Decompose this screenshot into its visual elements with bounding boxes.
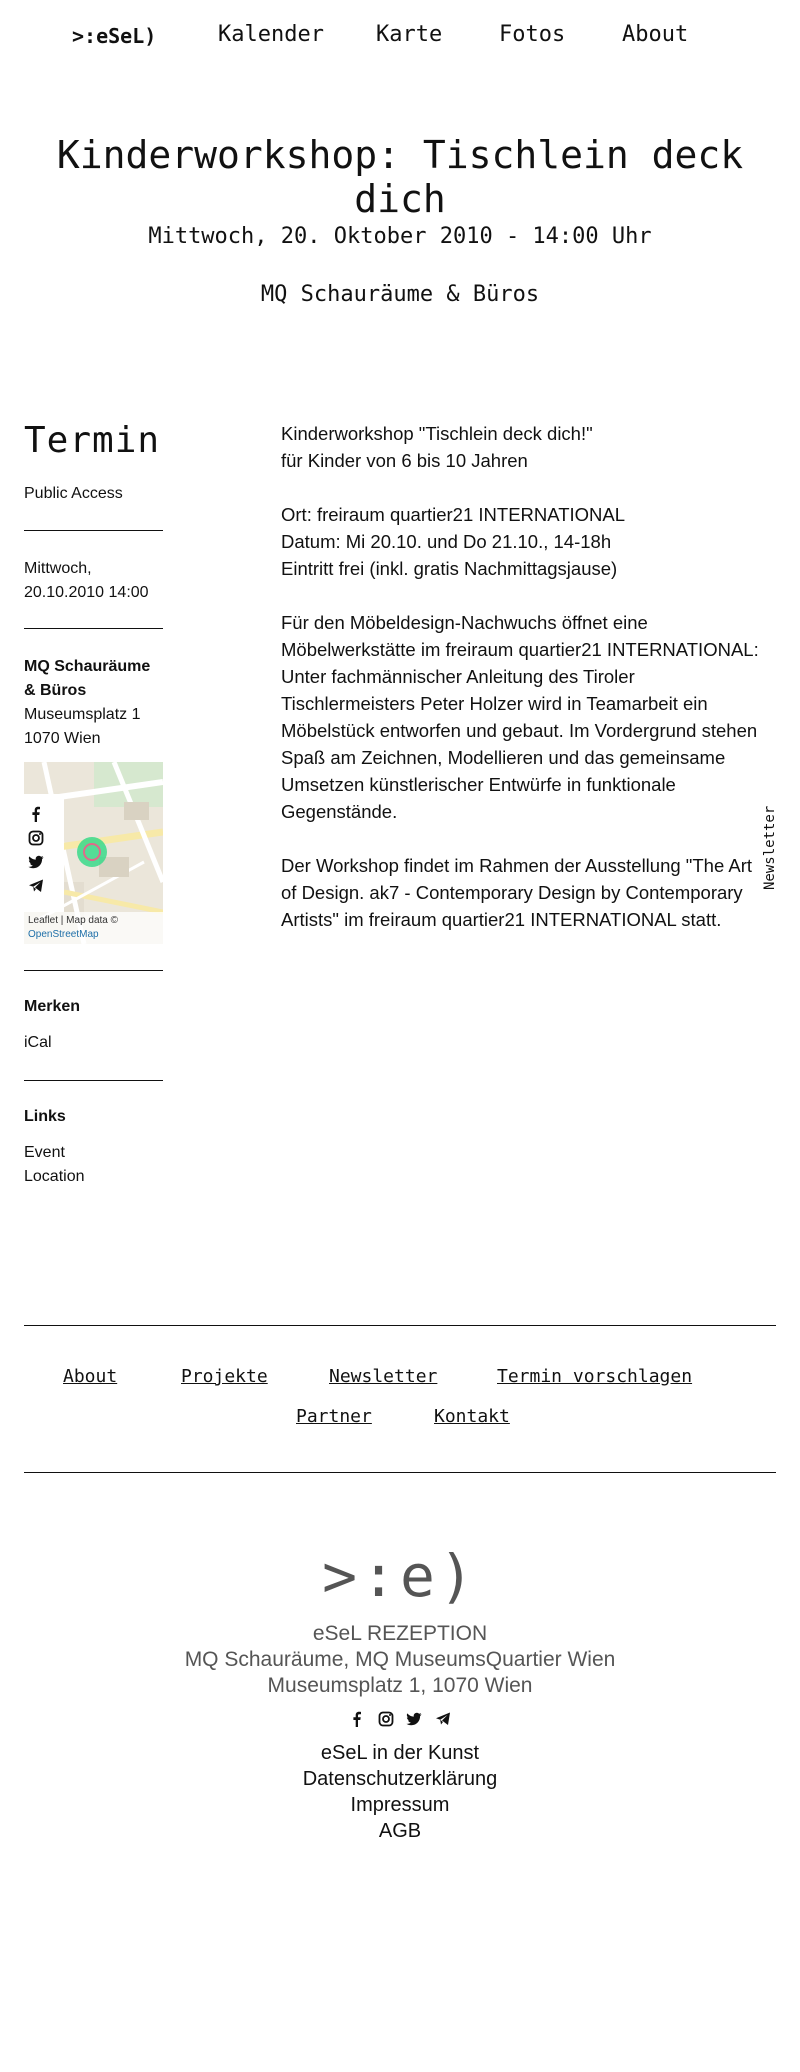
social-share-bar bbox=[24, 794, 64, 912]
nav-item-kalender[interactable]: Kalender bbox=[218, 22, 324, 47]
event-venue: MQ Schauräume & Büros bbox=[260, 282, 540, 307]
openstreetmap-link[interactable]: OpenStreetMap bbox=[28, 929, 99, 940]
telegram-icon[interactable] bbox=[435, 1711, 451, 1727]
footer-divider bbox=[24, 1472, 776, 1473]
footer-logo: >:e) bbox=[322, 1542, 478, 1610]
map-attribution-prefix: Leaflet | Map data © bbox=[28, 915, 119, 926]
divider bbox=[24, 1080, 163, 1081]
footer-link-projekte[interactable]: Projekte bbox=[181, 1366, 268, 1387]
newsletter-tab[interactable] bbox=[762, 805, 782, 890]
footer-link-agb[interactable]: AGB bbox=[378, 1820, 422, 1842]
footer-address-1: MQ Schauräume, MQ MuseumsQuartier Wien bbox=[184, 1648, 616, 1671]
sidebar-heading: Termin bbox=[24, 420, 161, 461]
footer-link-esel-in-der-kunst[interactable]: eSeL in der Kunst bbox=[320, 1742, 480, 1764]
footer-link-datenschutz[interactable]: Datenschutzerklärung bbox=[302, 1768, 498, 1790]
event-link[interactable]: Event bbox=[24, 1144, 65, 1161]
footer-social-icons bbox=[0, 1710, 800, 1730]
twitter-icon[interactable] bbox=[406, 1711, 422, 1727]
description-paragraph: Der Workshop findet im Rahmen der Ausstellung "The Art of Design. ak7 - Contemporary Design by Contemporary Artists" im freiraum quartier21 INTERNATIONAL statt. bbox=[281, 855, 753, 930]
venue-name-line-2: & Büros bbox=[24, 682, 87, 699]
venue-name-line-1: MQ Schauräume bbox=[24, 658, 151, 675]
ical-link[interactable]: iCal bbox=[24, 1034, 52, 1051]
venue-street: Museumsplatz 1 bbox=[24, 706, 141, 723]
access-label: Public Access bbox=[24, 485, 123, 502]
venue-city: 1070 Wien bbox=[24, 730, 101, 747]
nav-item-karte[interactable]: Karte bbox=[376, 22, 443, 47]
nav-item-about[interactable]: About bbox=[622, 22, 689, 47]
merken-heading: Merken bbox=[24, 998, 81, 1015]
divider bbox=[24, 530, 163, 531]
divider bbox=[24, 628, 163, 629]
nav-item-fotos[interactable]: Fotos bbox=[499, 22, 566, 47]
instagram-icon[interactable] bbox=[378, 1711, 394, 1727]
links-heading: Links bbox=[24, 1108, 66, 1125]
description-paragraph: Ort: freiraum quartier21 INTERNATIONAL Datum: Mi 20.10. und Do 21.10., 14-18h Eintritt frei (inkl. gratis Nachmittagsjause) bbox=[281, 504, 626, 579]
footer-address-2: Museumsplatz 1, 1070 Wien bbox=[267, 1674, 533, 1697]
date-line-2: 20.10.2010 14:00 bbox=[24, 584, 149, 601]
instagram-icon[interactable] bbox=[28, 830, 44, 846]
footer-divider bbox=[24, 1325, 776, 1326]
location-marker-icon bbox=[76, 836, 108, 868]
event-datetime: Mittwoch, 20. Oktober 2010 - 14:00 Uhr bbox=[148, 224, 652, 249]
footer-link-partner[interactable]: Partner bbox=[296, 1406, 372, 1427]
divider bbox=[24, 970, 163, 971]
date-line-1: Mittwoch, bbox=[24, 560, 92, 577]
footer-link-about[interactable]: About bbox=[63, 1366, 118, 1387]
event-description bbox=[281, 420, 781, 960]
footer-link-impressum[interactable]: Impressum bbox=[350, 1794, 450, 1816]
page-title: Kinderworkshop: Tischlein deck dich bbox=[56, 133, 744, 221]
location-link[interactable]: Location bbox=[24, 1168, 85, 1185]
brand-logo-link[interactable]: >:eSeL) bbox=[72, 24, 157, 48]
description-paragraph: Für den Möbeldesign-Nachwuchs öffnet eine Möbelwerkstätte im freiraum quartier21 INTERNATIONAL: Unter fachmännischer Anleitung des Tiroler Tischlermeisters Peter Holzer wird in Teamarbeit ein Möbelstück entworfen und gebaut. Im Vordergrund stehen Spaß am Zeichnen, Modellieren und das gemeinsame Umsetzen künstlerischer Entwürfe in funktionale Gegenstände. bbox=[281, 612, 759, 822]
twitter-icon[interactable] bbox=[28, 854, 44, 870]
facebook-icon[interactable] bbox=[349, 1711, 365, 1727]
footer-link-kontakt[interactable]: Kontakt bbox=[434, 1406, 510, 1427]
footer-org: eSeL REZEPTION bbox=[312, 1622, 488, 1645]
footer-link-termin-vorschlagen[interactable]: Termin vorschlagen bbox=[497, 1366, 693, 1387]
map-attribution bbox=[24, 912, 163, 944]
facebook-icon[interactable] bbox=[28, 806, 44, 822]
telegram-icon[interactable] bbox=[28, 878, 44, 894]
newsletter-tab-label: Newsletter bbox=[762, 805, 778, 890]
footer-link-newsletter[interactable]: Newsletter bbox=[329, 1366, 438, 1387]
description-paragraph: Kinderworkshop "Tischlein deck dich!" für Kinder von 6 bis 10 Jahren bbox=[281, 423, 593, 471]
